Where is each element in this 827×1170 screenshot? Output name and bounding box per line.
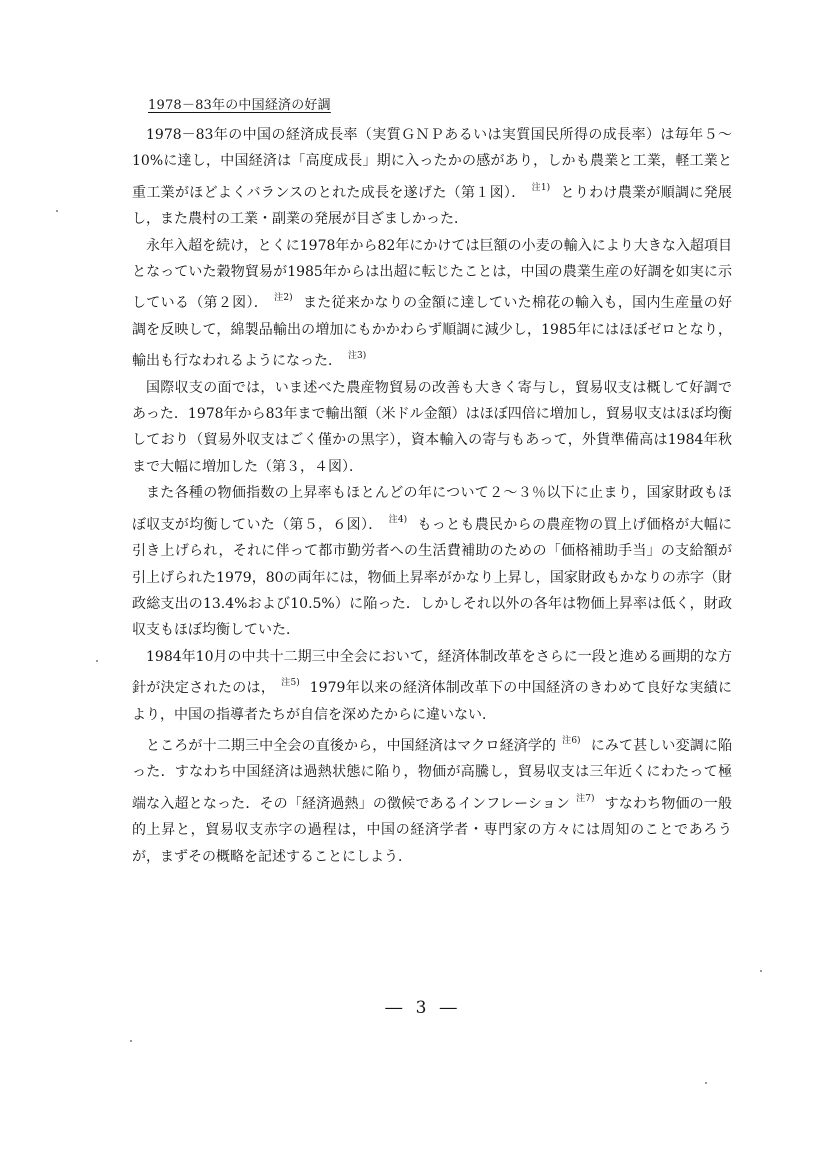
- scan-speck: [56, 210, 58, 212]
- paragraph: [132, 728, 732, 870]
- paragraph-text: 永年入超を続け，とくに1978年から82年にかけては巨額の小麦の輸入により大きな入超項目となっていた穀物貿易が1985年からは出超に転じたことは，中国の農業生産の好調を如実に示している（第２図）．: [132, 237, 732, 312]
- paragraph-text: ところが十二期三中全会の直後から，中国経済はマクロ経済学的: [146, 737, 557, 754]
- scan-speck: [705, 1082, 707, 1084]
- paragraph-text: また従来かなりの金額に達していた棉花の輸入も，国内生産量の好調を反映して，綿製品輸出の増加にもかかわらず順調に減少し，1985年にはほぼゼロとなり，輸出も行なわれるようになった．: [132, 295, 732, 370]
- footnote-marker: 注4): [388, 514, 408, 525]
- paragraph-text: 国際収支の面では，いま述べた農産物貿易の改善も大きく寄与し，貿易収支は概して好調であった．1978年から83年まで輸出額（米ドル金額）はほぼ四倍に増加し，貿易収支はほぼ均衡しており（貿易外収支はごく僅かの黒字），資本輸入の寄与もあって，外貨準備高は1984年秋まで大幅に増加した（第３，４図）．: [132, 379, 732, 475]
- section-heading: 1978－83年の中国経済の好調: [148, 98, 331, 113]
- paragraph-text: とりわけ農業が順調に発展し，また農村の工業・副業の発展が目ざましかった．: [132, 184, 732, 228]
- paragraph: [132, 644, 732, 728]
- body-text: [132, 122, 732, 870]
- page-number: ― 3 ―: [385, 998, 461, 1018]
- scan-speck: [130, 1040, 132, 1042]
- paragraph: [132, 480, 732, 643]
- footnote-marker: 注2): [274, 293, 293, 304]
- footnote-marker: 注1): [531, 182, 551, 193]
- paragraph-text: 1984年10月の中共十二期三中全会において，経済体制改革をさらに一段と進める画期的な方針が決定されたのは，: [132, 648, 732, 697]
- scan-speck: [760, 970, 762, 972]
- footnote-marker: 注5): [281, 678, 300, 689]
- paragraph-text: また各種の物価指数の上昇率もほとんどの年について２～３％以下に止まり，国家財政もほぼ収支が均衡していた（第５，６図）．: [132, 485, 732, 533]
- paragraph: [132, 122, 732, 233]
- paragraph-text: 1978－83年の中国の経済成長率（実質ＧＮＰあるいは実質国民所得の成長率）は毎年５～10%に達し，中国経済は「高度成長」期に入ったかの感があり，しかも農業と工業，軽工業と重工業がほどよくバランスのとれた成長を遂げた（第１図）．: [132, 127, 732, 201]
- paragraph-text: すなわち物価の一般的上昇と，貿易収支赤字の過程は，中国の経済学者・専門家の方々には周知のことであろうが，まずその概略を記述することにしよう．: [132, 795, 732, 865]
- paragraph: [132, 375, 732, 481]
- paragraph-text: にみて甚しい変調に陥った．すなわち中国経済は過熱状態に陥り，物価が高騰し，貿易収支は三年近くにわたって極端な入超となった．その「経済過熱」の徴候であるインフレーション: [132, 737, 732, 812]
- footnote-marker: 注7): [576, 793, 595, 804]
- scan-speck: [96, 660, 98, 662]
- paragraph-text: もっとも農民からの農産物の買上げ価格が大幅に引き上げられ，それに伴って都市勤労者への生活費補助のための「価格補助手当」の支給額が引上げられた1979，80の両年には，物価上昇率がかなり上昇し，国家財政もかなりの赤字（財政総支出の13.4%および10.5%）に陥った．しかしそれ以外の各年は物価上昇率は低く，財政収支もほぼ均衡していた．: [132, 516, 733, 639]
- footnote-marker: 注3): [348, 351, 367, 362]
- footnote-marker: 注6): [562, 735, 581, 746]
- paragraph-text: 1979年以来の経済体制改革下の中国経済のきわめて良好な実績により，中国の指導者たちが自信を深めたからに違いない．: [132, 680, 732, 723]
- paragraph: [132, 233, 732, 375]
